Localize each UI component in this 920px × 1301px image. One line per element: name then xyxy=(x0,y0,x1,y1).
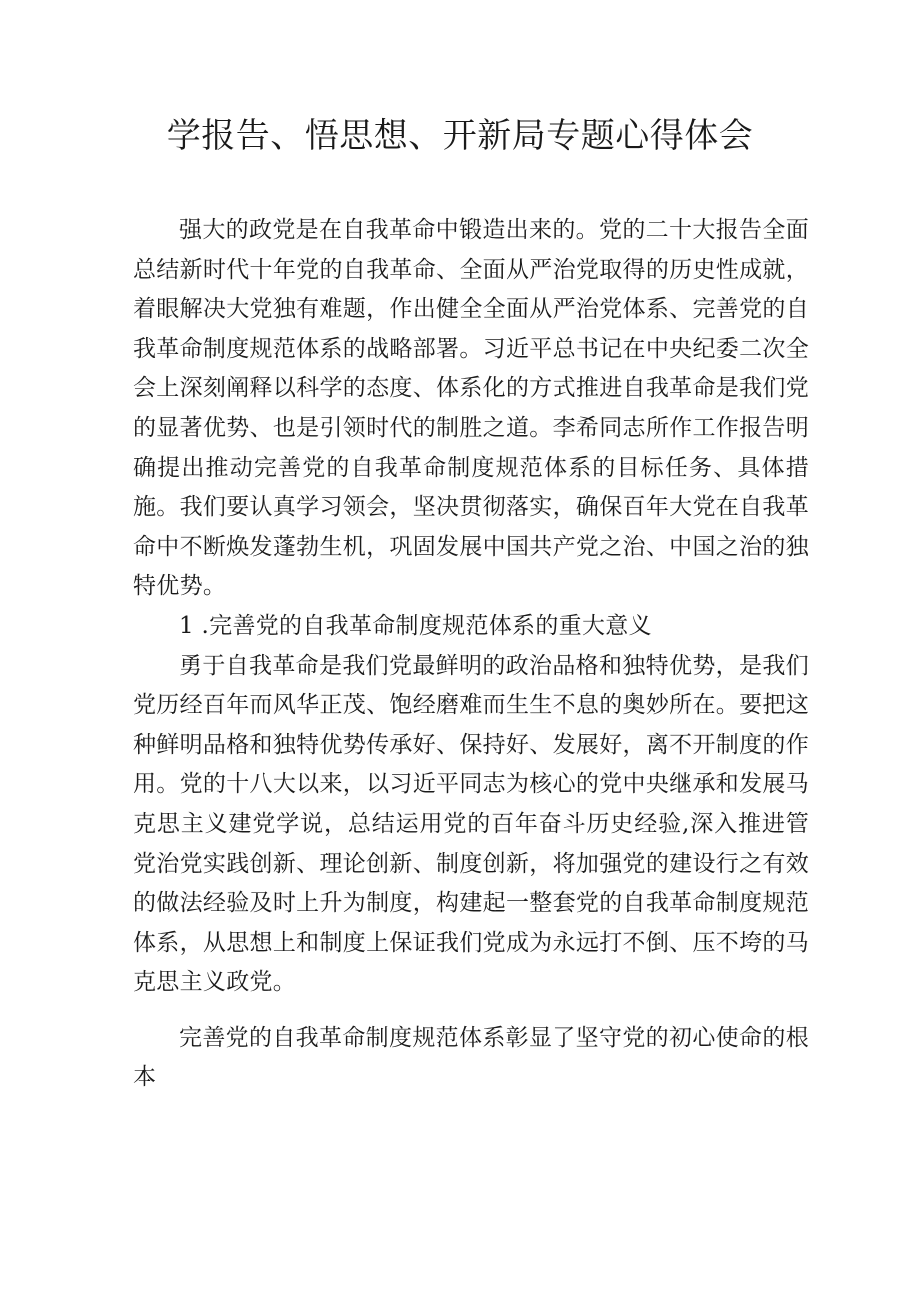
document-body xyxy=(133,211,809,1098)
section-heading-1: 1 .完善党的自我革命制度规范体系的重大意义 xyxy=(179,612,652,639)
document-title: 学报告、悟思想、开新局专题心得体会 xyxy=(166,116,754,156)
paragraph-intro: 强大的政党是在自我革命中锻造出来的。党的二十大报告全面总结新时代十年党的自我革命、全面从严治党取得的历史性成就，着眼解决大党独有难题，作出健全全面从严治党体系、完善党的自我革命制度规范体系的战略部署。习近平总书记在中央纪委二次全会上深刻阐释以科学的态度、体系化的方式推进自我革命是我们党的显著优势、也是引领时代的制胜之道。李希同志所作工作报告明确提出推动完善党的自我革命制度规范体系的目标任务、具体措施。我们要认真学习领会，坚决贯彻落实，确保百年大党在自我革命中不断焕发蓬勃生机，巩固发展中国共产党之治、中国之治的独特优势。 xyxy=(133,217,809,600)
paragraph-significance: 勇于自我革命是我们党最鲜明的政治品格和独特优势，是我们党历经百年而风华正茂、饱经磨难而生生不息的奥妙所在。要把这种鲜明品格和独特优势传承好、保持好、发展好，离不开制度的作用。党的十八大以来，以习近平同志为核心的党中央继承和发展马克思主义建党学说，总结运用党的百年奋斗历史经验,深入推进管党治党实践创新、理论创新、制度创新，将加强党的建设行之有效的做法经验及时上升为制度，构建起一整套党的自我革命制度规范体系，从思想上和制度上保证我们党成为永远打不倒、压不垮的马克思主义政党。 xyxy=(133,652,809,996)
paragraph-continued: 完善党的自我革命制度规范体系彰显了坚守党的初心使命的根本 xyxy=(133,1024,809,1091)
